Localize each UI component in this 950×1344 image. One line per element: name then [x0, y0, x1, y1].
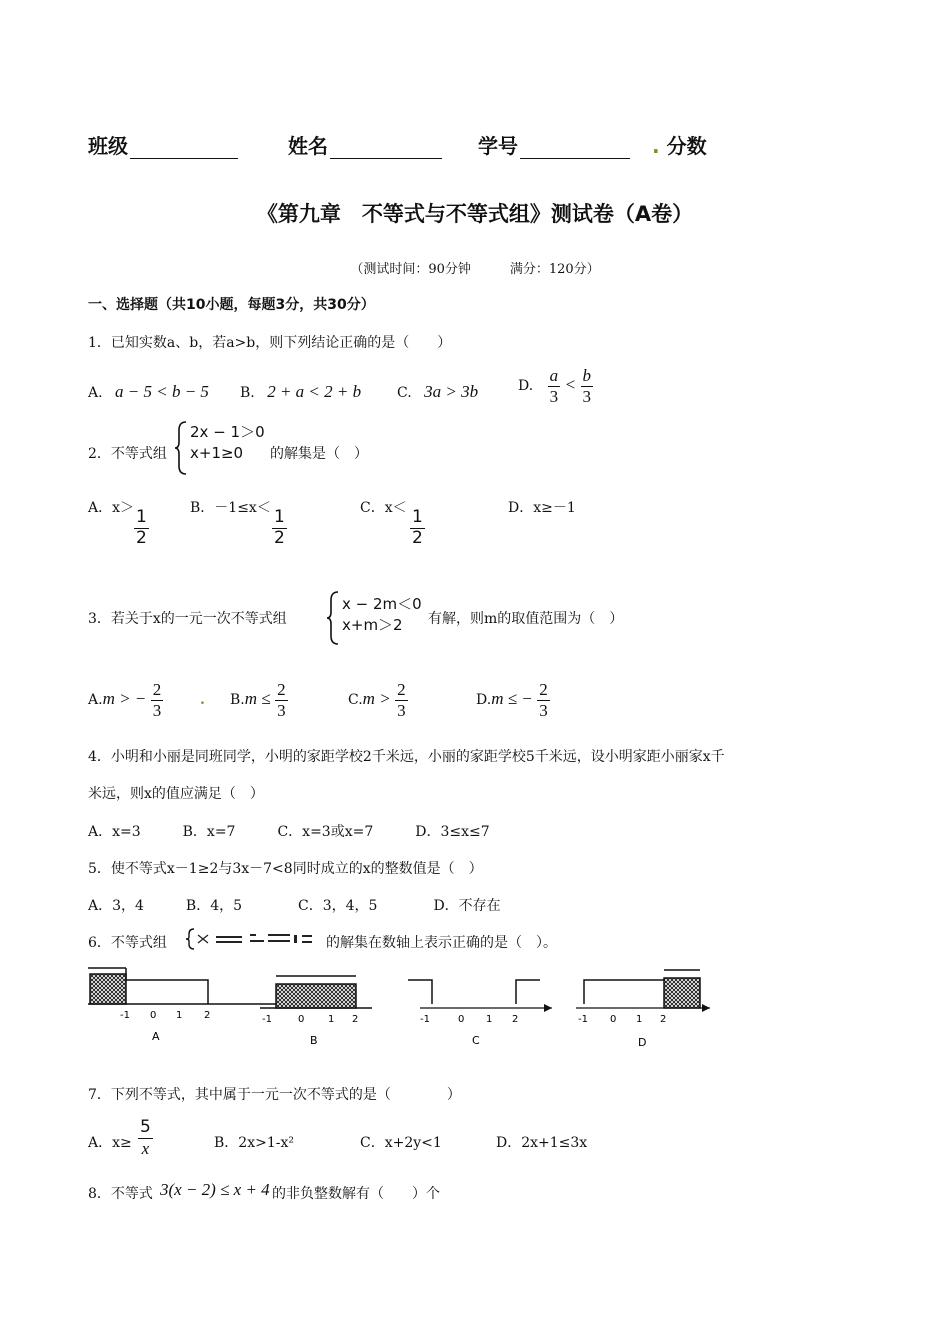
- tick-d-1: 1: [636, 1014, 643, 1025]
- q1-b-expr: 2 + a < 2 + b: [267, 382, 362, 401]
- q1-b-label: B.: [240, 385, 255, 401]
- tick-d-2: 2: [660, 1014, 667, 1025]
- q2-line1: 2x − 1＞0: [190, 423, 265, 441]
- q7-option-c: C．x+2y<1: [360, 1135, 442, 1151]
- tick-c-m1: -1: [420, 1014, 430, 1025]
- q7-a-frac: $\frac{5}{x}$: [140, 1117, 151, 1158]
- q3-b-expr: m ≤: [244, 689, 271, 709]
- name-label: 姓名: [288, 134, 328, 158]
- q4-line1: 4．小明和小丽是同班同学，小明的家距学校2千米远，小丽的家距学校5千米远，设小明家距小丽家x千: [88, 749, 725, 765]
- q1-d-frac-a: $\frac{a}{3}$: [549, 366, 559, 406]
- bracket-a: [126, 974, 208, 1004]
- q3-post: 有解，则m的取值范围为（ ）: [428, 611, 624, 627]
- tick-d-m1: -1: [578, 1014, 588, 1025]
- class-blank[interactable]: [130, 138, 238, 159]
- q1-option-a: [88, 382, 209, 402]
- stray-dot: .: [652, 134, 660, 158]
- q3-a-expr: m > −: [102, 689, 147, 709]
- q3-d-frac: $\frac{2}{3}$: [539, 680, 548, 720]
- q2-post: 的解集是（ ）: [270, 446, 368, 462]
- q3-line1: x − 2m＜0: [342, 595, 422, 613]
- q3-b-label: B.: [230, 692, 245, 709]
- shaded-region-d: [664, 978, 700, 1008]
- number-line-d[interactable]: [576, 970, 710, 1049]
- q8-expr: 3(x − 2) ≤ x + 4: [160, 1180, 270, 1199]
- q3-pre: 3．若关于x的一元一次不等式组: [88, 611, 287, 627]
- tick-b-1: 1: [328, 1014, 335, 1025]
- tick-c-2: 2: [512, 1014, 519, 1025]
- q3-system-lines: [342, 594, 422, 636]
- q3-c-label: C.: [348, 692, 363, 709]
- q8-post: 的非负整数解有（ ）个: [272, 1186, 440, 1202]
- q3-c-expr: m >: [362, 689, 391, 709]
- q1-d-frac-b: $\frac{b}{3}$: [582, 366, 592, 406]
- q1-d-label: D.: [518, 378, 534, 395]
- tick-b-0: 0: [298, 1014, 305, 1025]
- class-field: [88, 130, 238, 159]
- q7-option-d: D．2x+1≤3x: [496, 1135, 588, 1151]
- q3-option-d: [476, 680, 550, 720]
- q1-option-c: [397, 382, 478, 402]
- q5-stem: 5．使不等式x－1≥2与3x－7<8同时成立的x的整数值是（ ）: [88, 861, 483, 877]
- shaded-region-b: [276, 984, 356, 1008]
- q3-option-c: [348, 680, 408, 720]
- q2-option-a: A．x＞: [88, 500, 135, 516]
- q6-system-garbled: [184, 926, 320, 956]
- section-heading: 一、选择题（共10小题，每题3分，共30分）: [88, 297, 375, 313]
- q3-c-frac: $\frac{2}{3}$: [397, 680, 406, 720]
- q3-b-frac: $\frac{2}{3}$: [277, 680, 286, 720]
- q7-option-a: A．x≥: [88, 1135, 132, 1151]
- q3-option-b: [230, 680, 288, 720]
- name-field: [288, 130, 442, 159]
- tick-a-2: 2: [204, 1010, 211, 1021]
- q3-a-label: A.: [88, 692, 103, 709]
- name-blank[interactable]: [330, 138, 442, 159]
- q1-a-label: A.: [88, 385, 103, 401]
- bracket-c-right: [516, 980, 540, 1004]
- tick-c-1: 1: [486, 1014, 493, 1025]
- arrow-icon: [544, 1004, 552, 1012]
- number-line-a[interactable]: [88, 968, 292, 1043]
- bracket-c-left: [408, 980, 432, 1004]
- id-label: 学号: [478, 134, 518, 158]
- q2-c-frac: $\frac{1}{2}$: [412, 507, 423, 548]
- q6-pre: 6．不等式组: [88, 935, 167, 951]
- tick-b-2: 2: [352, 1014, 359, 1025]
- q2-option-d: D．x≥－1: [508, 500, 576, 516]
- q4-options: A．x=3 B．x=7 C．x=3或x=7 D．3≤x≤7: [88, 824, 490, 840]
- score-field: [652, 130, 707, 159]
- label-c: C: [472, 1034, 480, 1047]
- q3-system: [326, 590, 422, 646]
- tick-c-0: 0: [458, 1014, 465, 1025]
- arrow-icon: [702, 1004, 710, 1012]
- q5-options: A．3，4 B．4，5 C．3，4，5 D．不存在: [88, 898, 501, 914]
- label-d: D: [638, 1036, 647, 1049]
- q2-pre: 2．不等式组: [88, 446, 167, 462]
- q1-c-expr: 3a > 3b: [424, 382, 479, 401]
- q1-c-label: C.: [397, 385, 412, 401]
- q3-d-expr: m ≤ −: [491, 689, 533, 709]
- class-label: 班级: [88, 134, 128, 158]
- q7-stem: 7．下列不等式，其中属于一元一次不等式的是（ ）: [88, 1087, 461, 1103]
- label-a: A: [152, 1030, 160, 1043]
- q6-number-lines: [80, 960, 730, 1050]
- left-brace-icon: [326, 590, 340, 646]
- tick-d-0: 0: [610, 1014, 617, 1025]
- bracket-d: [584, 980, 664, 1004]
- q1-stem: 1．已知实数a、b，若a>b，则下列结论正确的是（ ）: [88, 335, 452, 351]
- q2-option-b: B．－1≤x＜: [190, 500, 271, 516]
- q3-option-a: [88, 680, 163, 720]
- q2-line2: x+1≥0: [190, 444, 244, 462]
- q3-line2: x+m＞2: [342, 616, 403, 634]
- q3-d-label: D.: [476, 692, 492, 709]
- garbled-system-icon: [184, 926, 320, 952]
- q2-a-frac: $\frac{1}{2}$: [136, 507, 147, 548]
- q7-option-b: B．2x>1-x²: [214, 1135, 294, 1151]
- q2-b-frac: $\frac{1}{2}$: [274, 507, 285, 548]
- q1-d-op: <: [564, 375, 577, 395]
- tick-b-m1: -1: [262, 1014, 272, 1025]
- q1-a-expr: a − 5 < b − 5: [115, 382, 209, 401]
- q3-a-frac: $\frac{2}{3}$: [152, 680, 162, 720]
- q1-option-d: [518, 366, 593, 406]
- score-label: 分数: [666, 134, 707, 158]
- stray-dot: .: [200, 692, 205, 708]
- tick-a-0: 0: [150, 1010, 157, 1021]
- label-b: B: [310, 1034, 318, 1047]
- tick-a-m1: -1: [120, 1010, 130, 1021]
- tick-a-1: 1: [176, 1010, 183, 1021]
- q1-option-b: [240, 382, 361, 402]
- number-line-b[interactable]: [260, 976, 372, 1047]
- number-line-c[interactable]: [408, 980, 552, 1047]
- left-brace-icon: [174, 420, 188, 476]
- id-blank[interactable]: [520, 138, 630, 159]
- q6-post: 的解集在数轴上表示正确的是（ ）。: [326, 935, 557, 951]
- shaded-region-a: [90, 974, 126, 1004]
- q8-pre: 8．不等式: [88, 1186, 153, 1202]
- q2-system-lines: [190, 422, 265, 464]
- q4-line2: 米远，则x的值应满足（ ）: [88, 786, 264, 802]
- id-field: [478, 130, 630, 159]
- page-title: 《第九章 不等式与不等式组》测试卷（A卷）: [256, 202, 694, 226]
- q2-system: [174, 420, 265, 476]
- page-subtitle: （测试时间：90分钟 满分：120分）: [350, 262, 600, 277]
- q2-option-c: C．x＜: [360, 500, 407, 516]
